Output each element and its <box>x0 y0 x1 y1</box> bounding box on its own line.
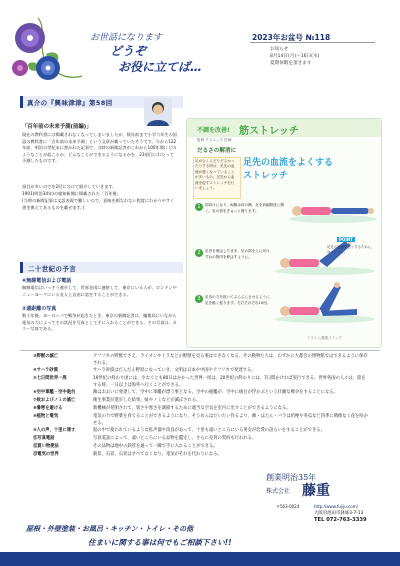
author-photo <box>144 98 172 126</box>
company-block <box>262 462 392 534</box>
header <box>0 0 400 92</box>
greeting-line-3: お役に立てば… <box>118 60 203 74</box>
footer-text-line-2: 住まいに関する事は何でもご相談下さい!! <box>88 538 232 547</box>
stretch-card <box>186 118 382 348</box>
magazine-paragraph: 現在の教科書には掲載されなくなってしまいましたが、数年前まで小学六年生の国語の教科書に「百年前の未来予測」という文章が載っていたそうです。今から122年前、明治の世紀末に書かれた記事で、当時の新聞記者がこれから100年間にどのようなことが起こるか、どんなことができるようになるかを、23項目にわたって予測したものです。 <box>22 132 177 164</box>
list-item-text: 新機械が発明されて、暑さや寒さを調節するために適当な空気を室内に出すことができるようになる。 <box>93 406 291 411</box>
notice-title: お知らせ <box>270 47 289 52</box>
list-item-label: ⑩人の声、十里に達す <box>33 428 76 433</box>
magazine-heading: 真介の『興味津津』第58回 <box>27 99 113 107</box>
stretch-headline-1: 足先の血流をよくする <box>243 158 334 168</box>
magazine-paragraph: 項目が多いのでを2回に分けて紹介していきます。 <box>22 184 117 189</box>
issue-number: 2023年お盆号 №118 <box>252 33 331 42</box>
step-badge-3: 3 <box>195 295 203 303</box>
list-item-text: 船の中で使われているような拡声器や改良があって、十里も遠いところにいる男女が恋愛の語らいをすることができる。 <box>93 428 325 433</box>
list-item-text: アフリカの野獣でさえ、ライオンやトラなどの野獣を見る事はできなくなる。その動物たちは、わずかに大都会の博物館ではできるように保存される。 <box>93 354 368 366</box>
notice-dates: 8月14日(月)〜16日(水) <box>270 54 320 59</box>
stretch-intro: 足がむくんだりだるかったりする時は、足先の血流が悪くなっていることが多いもの。足先から血流を促すストレッチを行いましょう。 <box>195 159 235 191</box>
stretch-subtitle: 監修 クリニック 医師 <box>197 138 232 142</box>
greeting-line-2: どうぞ <box>110 44 147 58</box>
prediction-head: ②遠距離の写真 <box>22 306 57 312</box>
predictions-heading: 二十世紀の予言 <box>28 265 77 273</box>
list-item-text: 19世紀の終わり頃には、少なくとも80日はかかった世界一周は、20世紀の終わりには、7日間かければ実行できる。世界各国の人々は、旅をする時、一日以上は海外へ行くことができる。 <box>93 376 366 388</box>
divider <box>250 42 375 43</box>
list-item-text: 写真電話によって、遠いところにいる品物を鑑定し、さらに売買の契約も行われる。 <box>93 436 257 441</box>
step-badge-1: 1 <box>195 203 203 211</box>
prediction-head: ⑥無線電信および電話 <box>22 278 72 284</box>
predictions-section <box>20 262 180 347</box>
list-item-label: ⑧暑寒を避ける <box>33 406 63 411</box>
list-item-label: ⑥空中軍艦・空中砲台 <box>33 390 76 395</box>
stretch-question: だるさの解消に <box>197 148 237 154</box>
notice-body: 夏期休暇を頂きます <box>270 61 312 66</box>
list-item-label: ④サハラ砂漠 <box>33 368 58 373</box>
footer-text-line-1: 屋根・外壁塗装・お風呂・キッチン・トイレ・その他 <box>26 525 194 533</box>
list-item-label: ⑤七日間世界一周 <box>33 376 67 381</box>
company-zip: 〒563-0024 <box>276 504 300 509</box>
company-address: 大阪府池田市鉢塚3-7-13 <box>314 511 364 516</box>
morning-glory-illustration <box>8 10 88 88</box>
magazine-subtitle: 「百年前の未来予測(前編)」 <box>22 124 92 130</box>
greeting-line-1: お世話になります <box>90 33 163 43</box>
company-name: 藤重 <box>302 483 330 499</box>
stretch-title: 筋ストレッチ <box>239 126 299 137</box>
list-item-label: ⑦蚊およびノミの滅亡 <box>33 398 76 403</box>
list-item-label: ③野獣の滅亡 <box>33 354 59 359</box>
person-icon <box>144 98 172 126</box>
step-text: 足首を伸ばしたまま、足の指を上に向け、すねの筋肉を伸ばすように。 <box>205 249 274 259</box>
stretch-title-prefix: 不調を改善! <box>197 127 230 134</box>
point-text: 足先の血流を良くするために、ゆっくりと。 <box>327 245 375 254</box>
list-item-text: 電気の力で野菜を育てることができるようになり、そうめんはだいたい作るより、敵・ほたん・バラは桔梗や冬瓜など四季に関係なく花を咲かせる。 <box>93 414 368 426</box>
list-divider <box>20 350 380 351</box>
stretch-figure-3 <box>273 279 377 325</box>
list-item-text: 敵はおおいに発達して、空中に軍艦が漂う事となる。空中の砲艦が、空中に砲台が浮かぶという壮観な戦争をすることになる。 <box>93 390 338 395</box>
point-label: POINT <box>339 237 353 242</box>
step-badge-2: 2 <box>195 249 203 257</box>
list-item-label: ⑨植物と電気 <box>33 414 59 419</box>
magazine-paragraph: (当時の新聞記事は文語表現で難しいので、意味を損なわない程度にわかりやすく書き換えてあるものを載せます。) <box>22 198 175 210</box>
company-tel: TEL 072-763-3339 <box>314 517 367 523</box>
list-item-label: ⑫買い物便法 <box>33 444 59 449</box>
list-item-text: サハラ砂漠はだんだん野原になっていき、文明は日本や中国やアフリカで発達する。 <box>93 368 256 373</box>
company-name-prefix: 株式会社 <box>266 488 291 495</box>
prediction-body: 無線電信はいっそう進歩して、世界各国に連絡して、東京にいる人が、ロンドンやニューヨークにいる友人と自由に話をすることができる。 <box>22 285 177 297</box>
stretch-figure-1 <box>287 181 379 225</box>
stretch-headline-2: ストレッチ <box>243 171 288 181</box>
magazine-column <box>20 96 180 256</box>
prediction-body: 数十年後、ヨーロッパで戦争が起きたとき、東京の新聞記者は、編集局にいながら電気の力によってその状況を写真として手に入れることができる。その写真は、カラー写真である。 <box>22 313 177 332</box>
list-item-label: ⑪写真電話 <box>33 436 55 441</box>
list-item-text: その品物は地中の鉄管を通って一瞬で手に入れることができる。 <box>93 444 218 449</box>
company-tagline: 創業明治35年 <box>266 473 317 482</box>
magazine-paragraph: 1901(明治34年)の報知新聞に掲載された「百年後」 <box>22 191 121 196</box>
list-item-text: 衛生事業が進歩した結果、蚊やノミなどが滅ぼされる。 <box>93 398 201 403</box>
step-text: 足首の力を抜いてぶらぶらさせるように、足を軽く振ります。左右それぞれ10回。 <box>205 295 274 305</box>
footer-bar <box>0 552 400 566</box>
stretch-footer: イラスト/健康ステップ <box>307 336 342 340</box>
step-text: 仰向けになり、両腕は体の横、足を肩幅程度に開く。足の指をぎゅっと握ります。 <box>205 203 285 213</box>
company-web-link[interactable]: http://www.fujiju.com/ <box>314 504 358 509</box>
notice-box <box>270 46 362 76</box>
list-item-label: ⑬電気の世界 <box>33 452 59 457</box>
list-item-text: 薪炭、石炭、石炭はすべてなくなり、電気がそれを代わりになる。 <box>93 452 222 457</box>
